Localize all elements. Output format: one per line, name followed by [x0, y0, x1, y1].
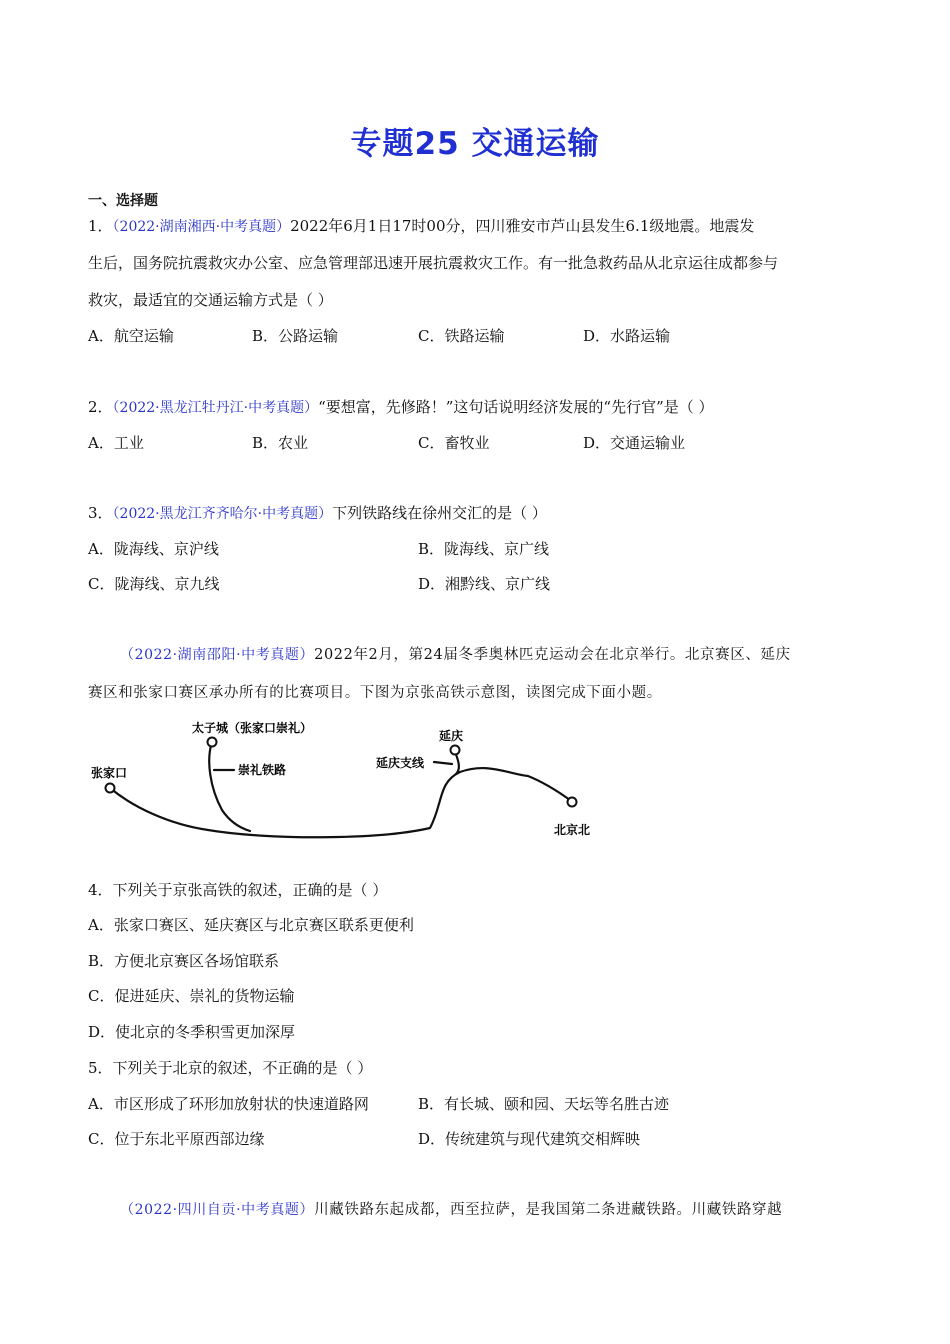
option-b: B．方便北京赛区各场馆联系 [88, 952, 280, 970]
question-3-line [88, 503, 547, 524]
question-2-line [88, 397, 714, 418]
chongli-railway-line [209, 742, 250, 831]
label-yanqing-line: 延庆支线 [376, 756, 425, 770]
passage-source: （2022·湖南邵阳·中考真题） [120, 647, 315, 663]
question-text: 下列铁路线在徐州交汇的是（ ） [332, 504, 547, 522]
question-source: （2022·黑龙江齐齐哈尔·中考真题） [112, 506, 333, 522]
option-b: B．农业 [252, 434, 309, 452]
option-c: C．铁路运输 [418, 327, 505, 345]
jingzhang-railway-map [88, 712, 608, 847]
label-chongli-line: 崇礼铁路 [238, 763, 287, 777]
question-source: （2022·湖南湘西·中考真题） [112, 219, 291, 235]
option-a: A．市区形成了环形加放射状的快速道路网 [88, 1095, 369, 1113]
option-c: C．畜牧业 [418, 434, 490, 452]
question-4-line: 4．下列关于京张高铁的叙述，正确的是（ ） [88, 881, 388, 899]
passage-text: 川藏铁路东起成都，西至拉萨，是我国第二条进藏铁路。川藏铁路穿越 [314, 1202, 783, 1218]
passage-text: 2022年2月，第24届冬季奥林匹克运动会在北京举行。北京赛区、延庆 [314, 647, 791, 663]
passage-1-line-2: 赛区和张家口赛区承办所有的比赛项目。下图为京张高铁示意图，读图完成下面小题。 [88, 685, 662, 701]
main-railway-line [110, 768, 570, 837]
station-taizicheng [208, 738, 217, 747]
option-d: D．使北京的冬季积雪更加深厚 [88, 1023, 296, 1041]
label-taizicheng: 太子城（张家口崇礼） [192, 721, 313, 735]
yanqing-label-leader [434, 762, 452, 764]
option-b: B．陇海线、京广线 [418, 540, 550, 558]
question-text: “要想富，先修路！”这句话说明经济发展的“先行官”是（ ） [318, 398, 714, 416]
option-d: D．水路运输 [583, 327, 671, 345]
option-a: A．陇海线、京沪线 [88, 540, 219, 558]
question-number: 2． [88, 398, 113, 416]
option-b: B．有长城、颐和园、天坛等名胜古迹 [418, 1095, 670, 1113]
option-c: C．促进延庆、崇礼的货物运输 [88, 987, 295, 1005]
question-source: （2022·黑龙江牡丹江·中考真题） [112, 400, 319, 416]
option-c: C．位于东北平原西部边缘 [88, 1130, 265, 1148]
question-number: 3． [88, 504, 113, 522]
label-beijingbei: 北京北 [554, 823, 591, 837]
option-c: C．陇海线、京九线 [88, 575, 220, 593]
label-yanqing: 延庆 [439, 729, 464, 743]
question-1-line-3: 救灾，最适宜的交通运输方式是（ ） [88, 291, 333, 309]
option-d: D．交通运输业 [583, 434, 686, 452]
passage-2-line-1 [120, 1200, 782, 1220]
question-5-line: 5．下列关于北京的叙述，不正确的是（ ） [88, 1059, 373, 1077]
option-d: D．湘黔线、京广线 [418, 575, 551, 593]
option-d: D．传统建筑与现代建筑交相辉映 [418, 1130, 641, 1148]
station-yanqing [451, 746, 460, 755]
option-a: A．工业 [88, 434, 144, 452]
option-a: A．航空运输 [88, 327, 174, 345]
question-number: 1． [88, 217, 113, 235]
question-1-line-2: 生后，国务院抗震救灾办公室、应急管理部迅速开展抗震救灾工作。有一批急救药品从北京运往成都参与 [88, 254, 779, 272]
passage-source: （2022·四川自贡·中考真题） [120, 1202, 315, 1218]
label-zhangjiakou: 张家口 [91, 766, 128, 780]
station-beijingbei [568, 798, 577, 807]
option-b: B．公路运输 [252, 327, 339, 345]
option-a: A．张家口赛区、延庆赛区与北京赛区联系更便利 [88, 916, 414, 934]
passage-1-line-1 [120, 645, 791, 665]
section-heading: 一、选择题 [88, 193, 158, 209]
question-text: 2022年6月1日17时00分，四川雅安市芦山县发生6.1级地震。地震发 [290, 217, 755, 235]
page-title: 专题25 交通运输 [350, 126, 600, 162]
question-1-line-1 [88, 216, 754, 237]
station-zhangjiakou [106, 784, 115, 793]
